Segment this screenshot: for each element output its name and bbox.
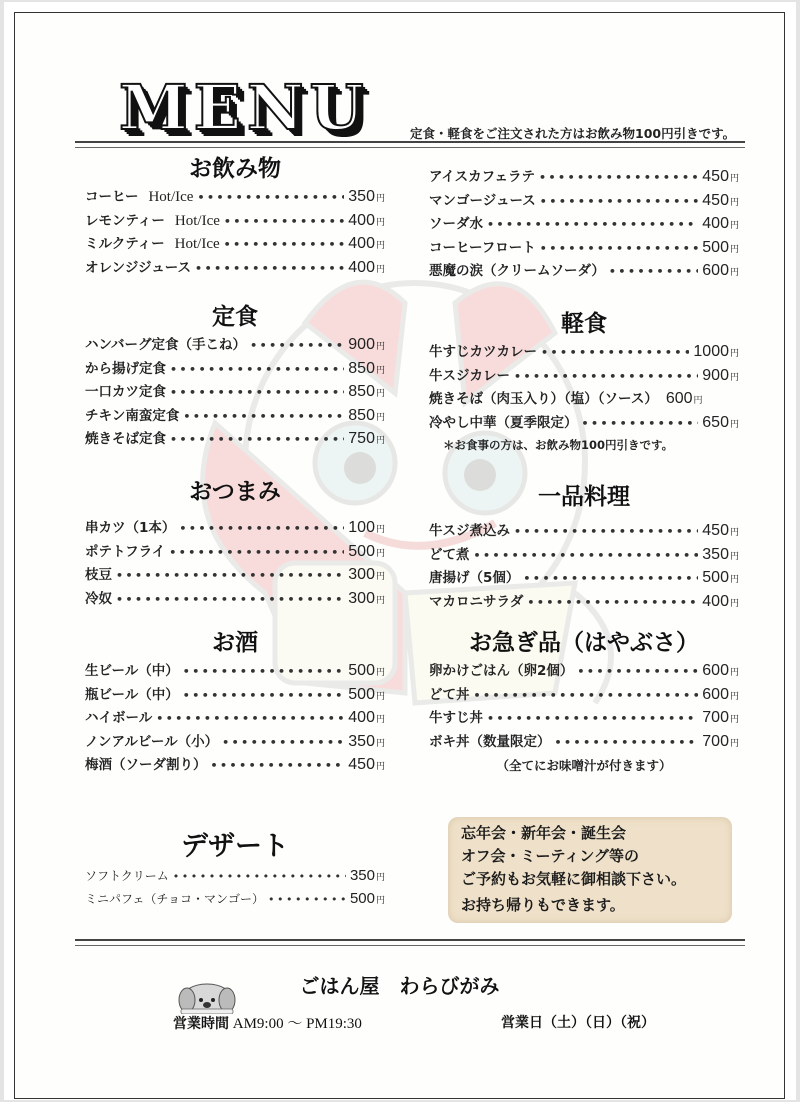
menu-item: どて丼 ••••• 600円 [429,683,739,707]
section-quick [429,627,739,774]
menu-page [14,12,785,1099]
menu-item: ミルクティー Hot/Ice ••••• 400円 [85,232,385,256]
leader-dots [197,191,344,204]
menu-item: 枝豆 ••••• 300円 [85,563,385,587]
section-a-la-carte [429,481,739,613]
leader-dots [224,215,344,228]
menu-item: 冷やし中華（夏季限定） ••••• 650円 [429,411,739,435]
reservation-promo-box: 忘年会・新年会・誕生会 オフ会・ミーティング等の ご予約もお気軽に御相談下さい。 お持ち帰りもできます。 [448,817,732,923]
section-drinks-continued [429,165,739,283]
menu-item: 牛スジ煮込み ••••• 450円 [429,519,739,543]
miso-soup-note: （全てにお味噌汁が付きます） [496,758,672,773]
menu-item: ノンアルビール（小） ••••• 350円 [85,730,385,754]
menu-item: から揚げ定食 ••••• 850円 [85,357,385,381]
menu-item: ソフトクリーム ••••• 350円 [85,867,385,890]
section-title-a-la-carte: 一品料理 [538,483,630,510]
shop-name: ごはん屋 わらびがみ [299,974,500,998]
price: 400円 [348,258,385,276]
menu-item: ハンバーグ定食（手こね） ••••• 900円 [85,333,385,357]
section-title-snacks: おつまみ [189,478,281,505]
menu-item: 卵かけごはん（卵2個） ••••• 600円 [429,659,739,683]
section-snacks [85,476,385,610]
menu-item: 冷奴 ••••• 300円 [85,587,385,611]
leader-dots [224,238,345,251]
section-dessert [85,827,385,913]
header-discount-note: 定食・軽食をご注文された方はお飲み物100円引きです。 [410,126,736,141]
menu-item: 牛スジカレー ••••• 900円 [429,364,739,388]
menu-item: アイスカフェラテ ••••• 450円 [429,165,739,189]
menu-item: 悪魔の涙（クリームソーダ） ••••• 600円 [429,259,739,283]
leader-dots [195,262,344,275]
menu-item: 牛すじ丼 ••••• 700円 [429,706,739,730]
menu-item: どて煮 ••••• 350円 [429,543,739,567]
section-title-alcohol: お酒 [212,629,258,656]
menu-title: MENU [119,71,370,144]
menu-item: マカロニサラダ ••••• 400円 [429,590,739,614]
menu-item: 牛すじカツカレー ••••• 1000円 [429,340,739,364]
header-divider [75,141,745,148]
price: 400円 [348,211,385,229]
menu-item: 瓶ビール（中） ••••• 500円 [85,683,385,707]
menu-item: 串カツ（1本） ••••• 100円 [85,516,385,540]
menu-item: レモンティー Hot/Ice ••••• 400円 [85,209,385,233]
dog-illustration-icon [177,976,237,1014]
section-title-quick: お急ぎ品（はやぶさ） [469,629,699,656]
menu-item: ソーダ水 ••••• 400円 [429,212,739,236]
menu-item: ポテトフライ ••••• 500円 [85,540,385,564]
section-title-set-meals: 定食 [212,303,258,330]
menu-item: 一口カツ定食 ••••• 850円 [85,380,385,404]
menu-item: ハイボール ••••• 400円 [85,706,385,730]
price: 350円 [348,188,385,205]
menu-item: ボキ丼（数量限定） ••••• 700円 [429,730,739,754]
menu-item: マンゴージュース ••••• 450円 [429,189,739,213]
section-title-light-meals: 軽食 [561,310,607,337]
menu-item: 生ビール（中） ••••• 500円 [85,659,385,683]
section-alcohol [85,627,385,777]
business-days: 営業日（土）（日）（祝） [501,1015,655,1031]
menu-item: 焼きそば定食 ••••• 750円 [85,427,385,451]
section-set-meals [85,301,385,451]
menu-item: オレンジジュース ••••• 400円 [85,256,385,280]
section-title-drinks: お飲み物 [189,155,281,182]
meal-discount-note: ＊お食事の方は、お飲み物100円引きです。 [443,438,674,452]
menu-item: 焼きそば（肉玉入り）（塩）（ソース） 600円 [429,390,703,407]
menu-item: 唐揚げ（5個） ••••• 500円 [429,566,739,590]
page-background [4,2,796,1100]
price: 400円 [348,235,385,252]
menu-item: コーヒーフロート ••••• 500円 [429,236,739,260]
menu-item: ミニパフェ（チョコ・マンゴー） ••••• 500円 [85,890,385,913]
menu-item: コーヒー Hot/Ice ••••• 350円 [85,185,385,209]
section-light-meals [429,308,739,453]
business-hours: 営業時間 AM9:00 ～ PM19:30 [173,1016,362,1032]
footer-divider [75,939,745,946]
section-drinks [85,153,385,279]
section-title-dessert: デザート [181,831,289,862]
menu-item: 梅酒（ソーダ割り） ••••• 450円 [85,753,385,777]
menu-item: チキン南蛮定食 ••••• 850円 [85,404,385,428]
